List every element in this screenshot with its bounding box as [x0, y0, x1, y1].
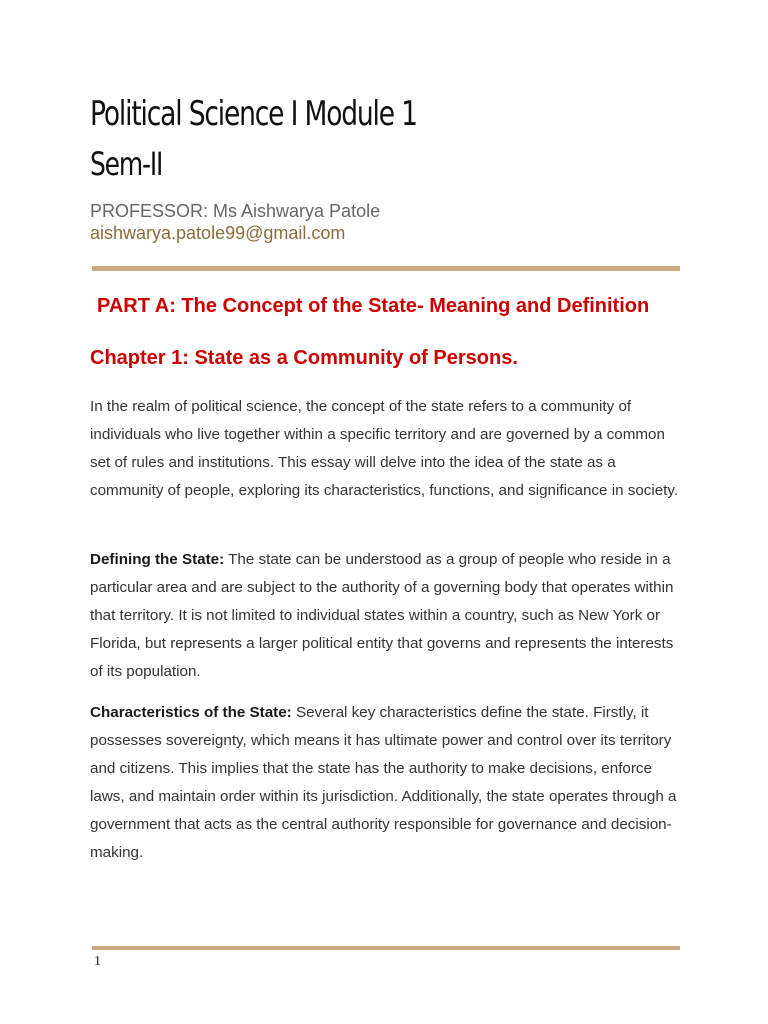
professor-email: aishwarya.patole99@gmail.com: [90, 223, 346, 243]
document-subtitle: Sem-II: [90, 145, 163, 183]
paragraph-text-characteristics: Several key characteristics define the state. Firstly, it possesses sovereignty, which means it has ultimate power and control over its territory and citizens. This implies that the state has the authority to make decisions, enforce laws, and maintain order within its jurisdiction. Additionally, the state operates through a government that acts as the central authority responsible for governance and decision-making.: [90, 704, 677, 861]
document-title: Political Science I Module 1: [90, 94, 417, 134]
paragraph-characteristics: [90, 699, 680, 867]
professor-line: PROFESSOR: Ms Aishwarya Patole: [90, 201, 381, 221]
page-number: 1: [94, 954, 101, 969]
paragraph-label-characteristics: Characteristics of the State:: [90, 704, 292, 721]
header-divider: [92, 266, 680, 271]
paragraph-label-defining-state: Defining the State:: [90, 551, 225, 568]
chapter-heading: Chapter 1: State as a Community of Persons.: [90, 347, 518, 369]
paragraph-defining-state: [90, 546, 680, 686]
paragraph-intro: In the realm of political science, the concept of the state refers to a community of individuals who live together within a specific territory and are governed by a common set of rules and institutions. This essay will delve into the idea of the state as a community of people, exploring its characteristics, functions, and significance in society.: [90, 398, 679, 499]
part-heading: PART A: The Concept of the State- Meaning and Definition: [97, 295, 650, 317]
footer-divider: [92, 946, 680, 950]
paragraph-text-defining-state: The state can be understood as a group of people who reside in a particular area and are subject to the authority of a governing body that operates within that territory. It is not limited to individual states within a country, such as New York or Florida, but represents a larger political entity that governs and represents the interests of its population.: [90, 551, 674, 680]
